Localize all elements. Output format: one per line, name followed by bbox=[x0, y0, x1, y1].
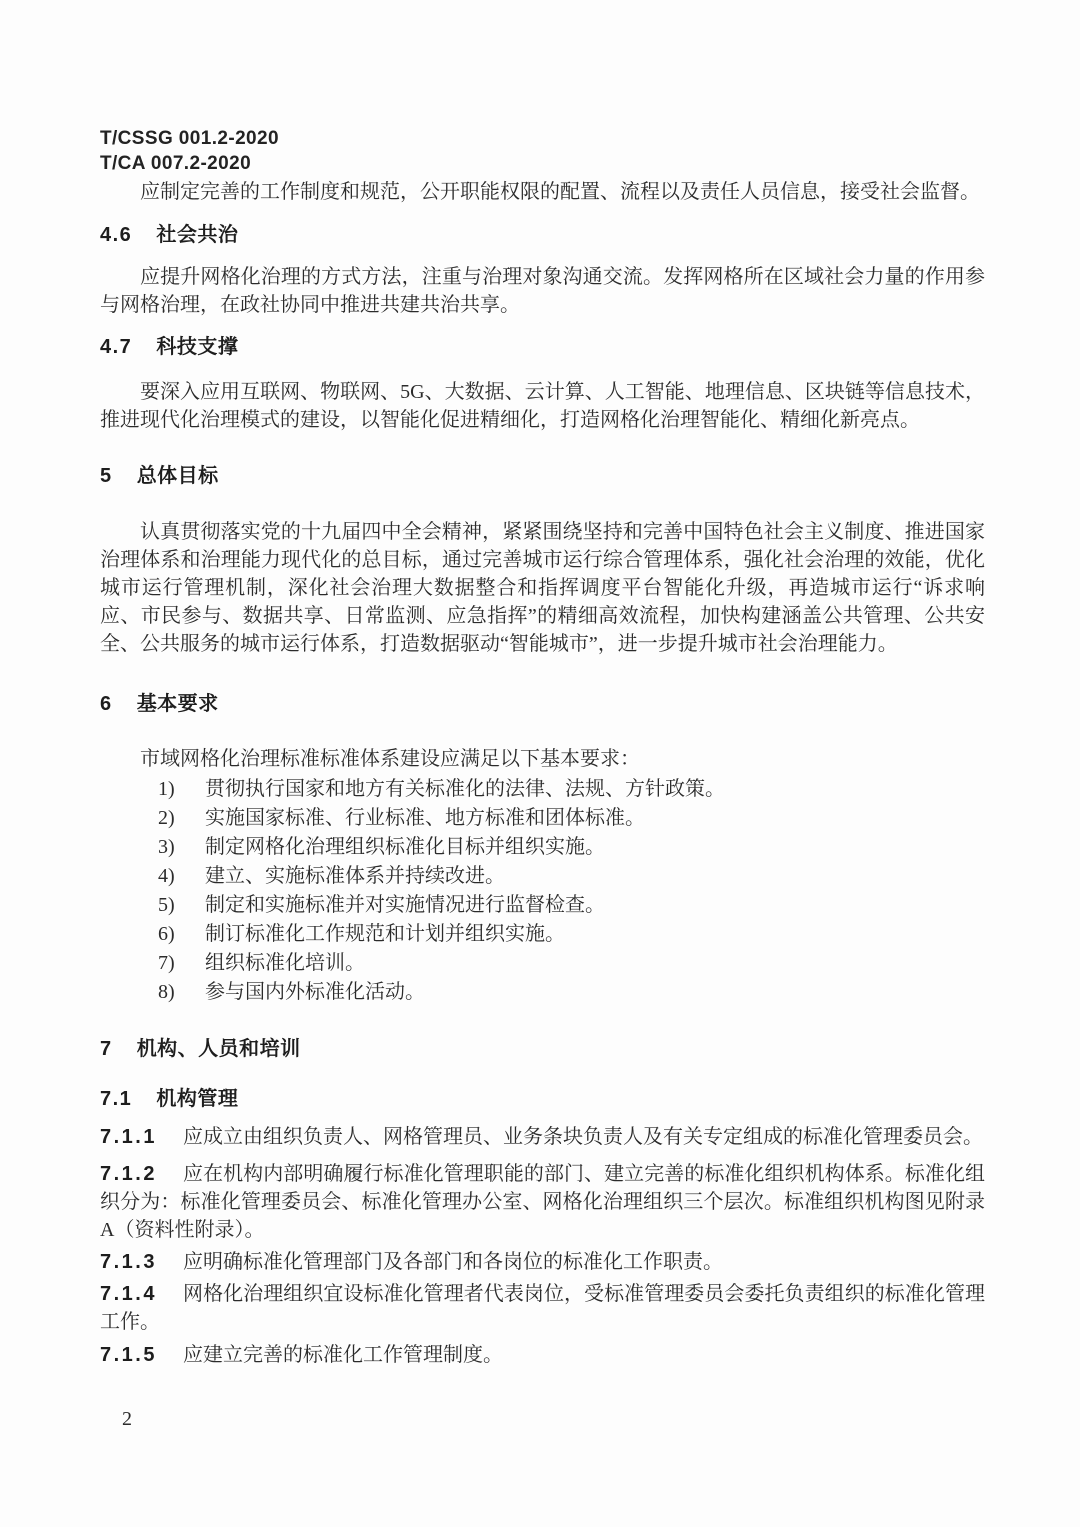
clause-7-1-2 bbox=[100, 1160, 985, 1244]
list-item-number: 1) bbox=[158, 778, 175, 800]
list-item-number: 5) bbox=[158, 894, 175, 916]
clause-number: 7.1.1 bbox=[100, 1126, 157, 1148]
section-heading-5 bbox=[100, 462, 985, 490]
section-title: 机构管理 bbox=[156, 1088, 239, 1110]
section-number: 7 bbox=[100, 1038, 113, 1060]
list-item-text: 制定网格化治理组织标准化目标并组织实施。 bbox=[205, 836, 605, 858]
section-number: 7.1 bbox=[100, 1088, 133, 1110]
list-item-number: 7) bbox=[158, 952, 175, 974]
list-item bbox=[100, 949, 985, 978]
section-6-intro: 市域网格化治理标准标准体系建设应满足以下基本要求： bbox=[140, 748, 640, 770]
clause-text: 应成立由组织负责人、网格管理员、业务条块负责人及有关专定组成的标准化管理委员会。 bbox=[182, 1126, 983, 1148]
basic-requirements-list bbox=[100, 775, 985, 1007]
section-number: 6 bbox=[100, 693, 113, 715]
section-number: 5 bbox=[100, 465, 113, 487]
clause-text: 应在机构内部明确履行标准化管理职能的部门、建立完善的标准化组织机构体系。标准化组织分为：标准化管理委员会、标准化管理办公室、网格化治理组织三个层次。标准组织机构图见附录 A（资料性附录）。 bbox=[100, 1163, 985, 1241]
clause-text: 应建立完善的标准化工作管理制度。 bbox=[182, 1344, 503, 1366]
list-item bbox=[100, 775, 985, 804]
section-heading-4-6 bbox=[100, 221, 985, 249]
section-heading-6 bbox=[100, 690, 985, 718]
list-item-text: 建立、实施标准体系并持续改进。 bbox=[205, 865, 505, 887]
standard-code-secondary: T/CA 007.2-2020 bbox=[100, 153, 252, 174]
list-item-text: 贯彻执行国家和地方有关标准化的法律、法规、方针政策。 bbox=[205, 778, 725, 800]
list-item bbox=[100, 920, 985, 949]
list-item-number: 6) bbox=[158, 923, 175, 945]
clause-7-1-5 bbox=[100, 1341, 985, 1369]
section-heading-7-1 bbox=[100, 1085, 985, 1113]
list-item-text: 制订标准化工作规范和计划并组织实施。 bbox=[205, 923, 565, 945]
section-title: 基本要求 bbox=[136, 693, 219, 715]
list-item-text: 组织标准化培训。 bbox=[205, 952, 365, 974]
section-4-6-paragraph: 应提升网格化治理的方式方法，注重与治理对象沟通交流。发挥网格所在区域社会力量的作用参与网格治理，在政社协同中推进共建共治共享。 bbox=[100, 266, 985, 316]
standard-code-primary: T/CSSG 001.2-2020 bbox=[100, 128, 279, 149]
list-item bbox=[100, 804, 985, 833]
list-item-number: 8) bbox=[158, 981, 175, 1003]
section-number: 4.7 bbox=[100, 336, 133, 358]
section-5-paragraph: 认真贯彻落实党的十九届四中全会精神，紧紧围绕坚持和完善中国特色社会主义制度、推进国家治理体系和治理能力现代化的总目标，通过完善城市运行综合管理体系，强化社会治理的效能，优化城市运行管理机制，深化社会治理大数据整合和指挥调度平台智能化升级，再造城市运行“诉求响应、市民参与、数据共享、日常监测、应急指挥”的精细高效流程，加快构建涵盖公共管理、公共安全、公共服务的城市运行体系，打造数据驱动“智能城市”，进一步提升城市社会治理能力。 bbox=[100, 521, 985, 655]
section-4-7-paragraph: 要深入应用互联网、物联网、5G、大数据、云计算、人工智能、地理信息、区块链等信息技术，推进现代化治理模式的建设，以智能化促进精细化，打造网格化治理智能化、精细化新亮点。 bbox=[100, 381, 985, 431]
list-item-text: 制定和实施标准并对实施情况进行监督检查。 bbox=[205, 894, 605, 916]
section-title: 社会共治 bbox=[156, 224, 239, 246]
clause-text: 应明确标准化管理部门及各部门和各岗位的标准化工作职责。 bbox=[182, 1251, 723, 1273]
section-title: 机构、人员和培训 bbox=[136, 1038, 301, 1060]
clause-7-1-3 bbox=[100, 1248, 985, 1276]
section-title: 总体目标 bbox=[136, 465, 219, 487]
section-heading-7 bbox=[100, 1035, 985, 1063]
lead-paragraph: 应制定完善的工作制度和规范，公开职能权限的配置、流程以及责任人员信息，接受社会监督。 bbox=[140, 181, 980, 203]
clause-number: 7.1.4 bbox=[100, 1283, 157, 1305]
clause-7-1-1 bbox=[100, 1123, 985, 1151]
list-item bbox=[100, 833, 985, 862]
clause-number: 7.1.2 bbox=[100, 1163, 157, 1185]
clause-text: 网格化治理组织宜设标准化管理者代表岗位，受标准管理委员会委托负责组织的标准化管理工作。 bbox=[100, 1283, 985, 1333]
section-heading-4-7 bbox=[100, 333, 985, 361]
list-item bbox=[100, 891, 985, 920]
clause-number: 7.1.5 bbox=[100, 1344, 157, 1366]
section-number: 4.6 bbox=[100, 224, 133, 246]
list-item-number: 3) bbox=[158, 836, 175, 858]
clause-7-1-4 bbox=[100, 1280, 985, 1336]
clause-number: 7.1.3 bbox=[100, 1251, 157, 1273]
list-item-number: 2) bbox=[158, 807, 175, 829]
list-item-text: 实施国家标准、行业标准、地方标准和团体标准。 bbox=[205, 807, 645, 829]
section-title: 科技支撑 bbox=[156, 336, 239, 358]
list-item bbox=[100, 862, 985, 891]
list-item-number: 4) bbox=[158, 865, 175, 887]
list-item-text: 参与国内外标准化活动。 bbox=[205, 981, 425, 1003]
list-item bbox=[100, 978, 985, 1007]
document-header bbox=[100, 126, 985, 176]
page-number: 2 bbox=[122, 1408, 132, 1430]
